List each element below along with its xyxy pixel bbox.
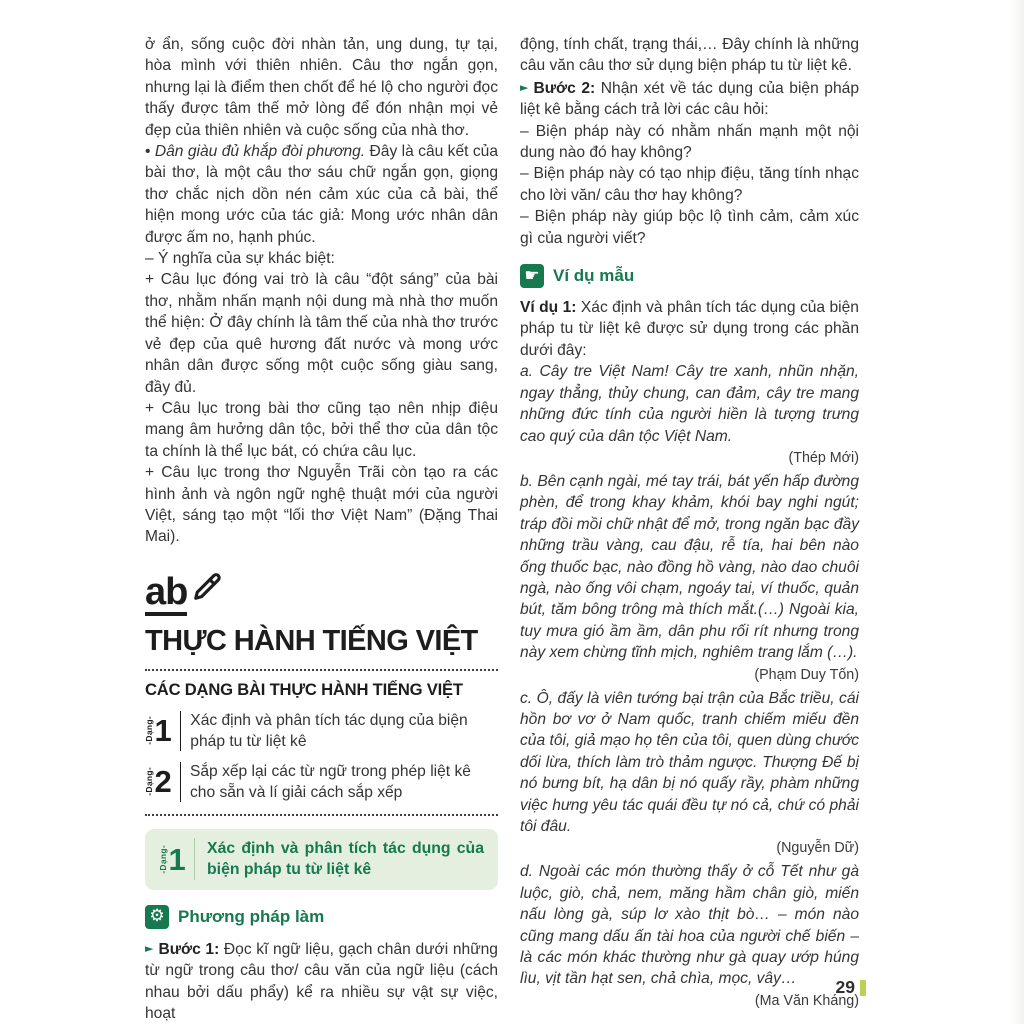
step-1-paragraph [145, 938, 498, 1024]
type-number [144, 713, 172, 749]
type-text: Sắp xếp lại các từ ngữ trong phép liệt kê cho sẵn và lí giải cách sắp xếp [189, 762, 471, 801]
method-heading: Phương pháp làm [178, 906, 325, 926]
dang-1-banner [145, 829, 498, 890]
page-accent-bar [860, 980, 866, 996]
step-2-label: Bước 2: [533, 79, 596, 97]
paragraph-plus: + Câu lục trong bài thơ cũng tạo nên nhịp điệu mang âm hưởng dân tộc, bởi thể thơ của dân tộc ta chính là thể lục bát, có chứa câu lục. [145, 399, 498, 460]
logo-ab-text: ab [145, 575, 187, 616]
left-column [145, 34, 498, 1024]
example-1-label: Ví dụ 1: [520, 299, 577, 317]
step-1-label: Bước 1: [158, 940, 220, 958]
example-1-prompt [520, 297, 859, 361]
logo [145, 572, 498, 616]
excerpt-d: d. Ngoài các món thường thấy ở cỗ Tết như gà luộc, giò, chả, nem, măng hầm chân giò, miến nấu lòng gà, súp lơ xào thịt bò… – món nào cũng mang dấu ấn tài hoa của người chế biến – là các món khác thường như gà quay ướp húng lìu, vịt tần hạt sen, chả chìa, mọc, vây… [520, 863, 859, 988]
section-subtitle: CÁC DẠNG BÀI THỰC HÀNH TIẾNG VIỆT [145, 679, 463, 699]
paragraph-text: Đây là câu kết của bài thơ, là một câu thơ sáu chữ ngắn gọn, giọng thơ chắc nịch dồn nén cảm xúc của cả bài, thể hiện mong ước của tác giả: Mong ước nhân dân được ấm no, hạnh phúc. [145, 143, 498, 246]
page-number [836, 977, 866, 998]
method-section-header [145, 905, 498, 929]
page-title: THỰC HÀNH TIẾNG VIỆT [145, 624, 478, 657]
excerpt-b: b. Bên cạnh ngài, mé tay trái, bát yến hấp đường phèn, để trong khay khảm, khói bay nghi ngút; tráp đồi mồi chữ nhật để mở, trong ngăn bạc đầy những trầu vàng, cau đậu, rễ tía, hai bên nào ống thuốc bạc, nào đồng hồ vàng, nào dao chuôi ngà, nào ống vôi chạm, ngoáy tai, ví thuốc, quản bút, tăm bông trông mà thích mắt.(…) Ngoài kia, tuy mưa gió ầm ầm, dân phu rối rít nhưng trong này xem chừng tĩnh mịch, nghiêm trang lắm (…). [520, 472, 859, 662]
examples-section-header [520, 264, 859, 288]
question-item: – Biện pháp này giúp bộc lộ tình cảm, cảm xúc gì của người viết? [520, 208, 859, 247]
excerpt-b-source: (Phạm Duy Tốn) [754, 666, 859, 683]
dang-box-digit: 1 [168, 841, 186, 877]
bullet-marker: • [145, 143, 155, 161]
step-2-paragraph [520, 77, 859, 121]
excerpt-a: a. Cây tre Việt Nam! Cây tre xanh, nhũn nhặn, ngay thẳng, thủy chung, can đảm, cây tre mang những đức tính của người hiền là tượng trưng cao quý của dân tộc Việt Nam. [520, 363, 859, 445]
paragraph: ở ẩn, sống cuộc đời nhàn tản, ung dung, tự tại, hòa mình với thiên nhiên. Câu thơ ngắn gọn, nhưng lại là điểm then chốt để hé lộ cho người đọc thấy được tâm thế mở lòng để đón nhận mọi vẻ đẹp của thiên nhiên và cuộc sống của nhà thơ. [145, 36, 498, 139]
right-column [520, 34, 859, 1014]
arrow-icon: ► [145, 941, 154, 955]
type-number-digit: 2 [154, 764, 172, 800]
step-1-text: Đọc kĩ ngữ liệu, gạch chân dưới những từ ngữ trong câu thơ/ câu văn của ngữ liệu (cách nhau bởi dấu phẩy) kể ra nhiều sự vật sự việc, hoạt [145, 940, 498, 1022]
dang-vertical-label: -Dạng- [144, 767, 154, 797]
examples-heading: Ví dụ mẫu [553, 266, 635, 286]
paragraph-plus: + Câu lục đóng vai trò là câu “đột sáng” của bài thơ, nhằm nhấn mạnh nội dung mà nhà thơ muốn thể hiện: Ở đây chính là tâm thế của nhà thơ trước vẻ đẹp của quê hương đất nước và mong ước nhân dân được sống một cuộc sống giàu sang, đầy đủ. [145, 271, 498, 396]
gear-icon: ⚙ [145, 905, 169, 929]
vertical-divider [194, 838, 195, 880]
paragraph-dash: – Ý nghĩa của sự khác biệt: [145, 250, 335, 268]
type-item-2 [145, 761, 498, 803]
type-item-1 [145, 710, 498, 752]
type-number-digit: 1 [154, 713, 172, 749]
arrow-icon: ► [520, 80, 529, 94]
dotted-divider [145, 814, 498, 816]
dotted-divider [145, 669, 498, 671]
page-edge-shadow [1010, 0, 1024, 1024]
question-item: – Biện pháp này có tạo nhịp điệu, tăng tính nhạc cho lời văn/ câu thơ hay không? [520, 165, 859, 204]
dang-box-number [158, 841, 186, 877]
paragraph-bullet [145, 141, 498, 248]
example-1-text: Xác định và phân tích tác dụng của biện pháp tu từ liệt kê được sử dụng trong các phần dưới đây: [520, 299, 859, 359]
dang-vertical-label: -Dạng- [158, 844, 168, 874]
type-text: Xác định và phân tích tác dụng của biện pháp tu từ liệt kê [190, 711, 468, 750]
vertical-divider [180, 762, 181, 802]
excerpt-c-source: (Nguyễn Dữ) [776, 840, 859, 857]
excerpt-a-source: (Thép Mới) [788, 449, 859, 466]
paragraph-plus: + Câu lục trong thơ Nguyễn Trãi còn tạo ra các hình ảnh và ngôn ngữ nghệ thuật mới của người Việt, sáng tạo một “lối thơ Việt Nam” (Đặng Thai Mai). [145, 464, 498, 546]
dang-box-title: Xác định và phân tích tác dụng của biện pháp tu từ liệt kê [207, 839, 484, 879]
page-number-text: 29 [835, 977, 855, 997]
type-number [144, 764, 172, 800]
question-item: – Biện pháp này có nhằm nhấn mạnh một nội dung nào đó hay không? [520, 122, 859, 162]
excerpt-c: c. Ô, đấy là viên tướng bại trận của Bắc triều, cái hồn bơ vơ ở Nam quốc, tranh chiếm miếu đền của tôi, giả mạo họ tên của tôi, quen dùng chước dối lừa, thích làm trò thảm ngược. Thượng Đế bị nó bưng bít, hạ dân bị nó quấy rầy, phàm những việc hưng yêu tác quái đều tự nó cả, chứ có phải tôi đâu. [520, 689, 859, 835]
vertical-divider [180, 711, 182, 751]
italic-lead: Dân giàu đủ khắp đòi phương. [154, 143, 366, 161]
step-1-continuation: động, tính chất, trạng thái,… Đây chính là những câu văn câu thơ sử dụng biện pháp tu từ liệt kê. [520, 36, 859, 75]
lesson-header [145, 572, 498, 816]
pointing-hand-icon: ☛ [520, 264, 544, 288]
step-2-text: Nhận xét về tác dụng của biện pháp liệt kê bằng cách trả lời các câu hỏi: [520, 79, 859, 119]
excerpt-d-source: (Ma Văn Kháng) [754, 992, 859, 1009]
pencil-icon [189, 569, 225, 610]
dang-vertical-label: -Dạng- [144, 716, 154, 746]
